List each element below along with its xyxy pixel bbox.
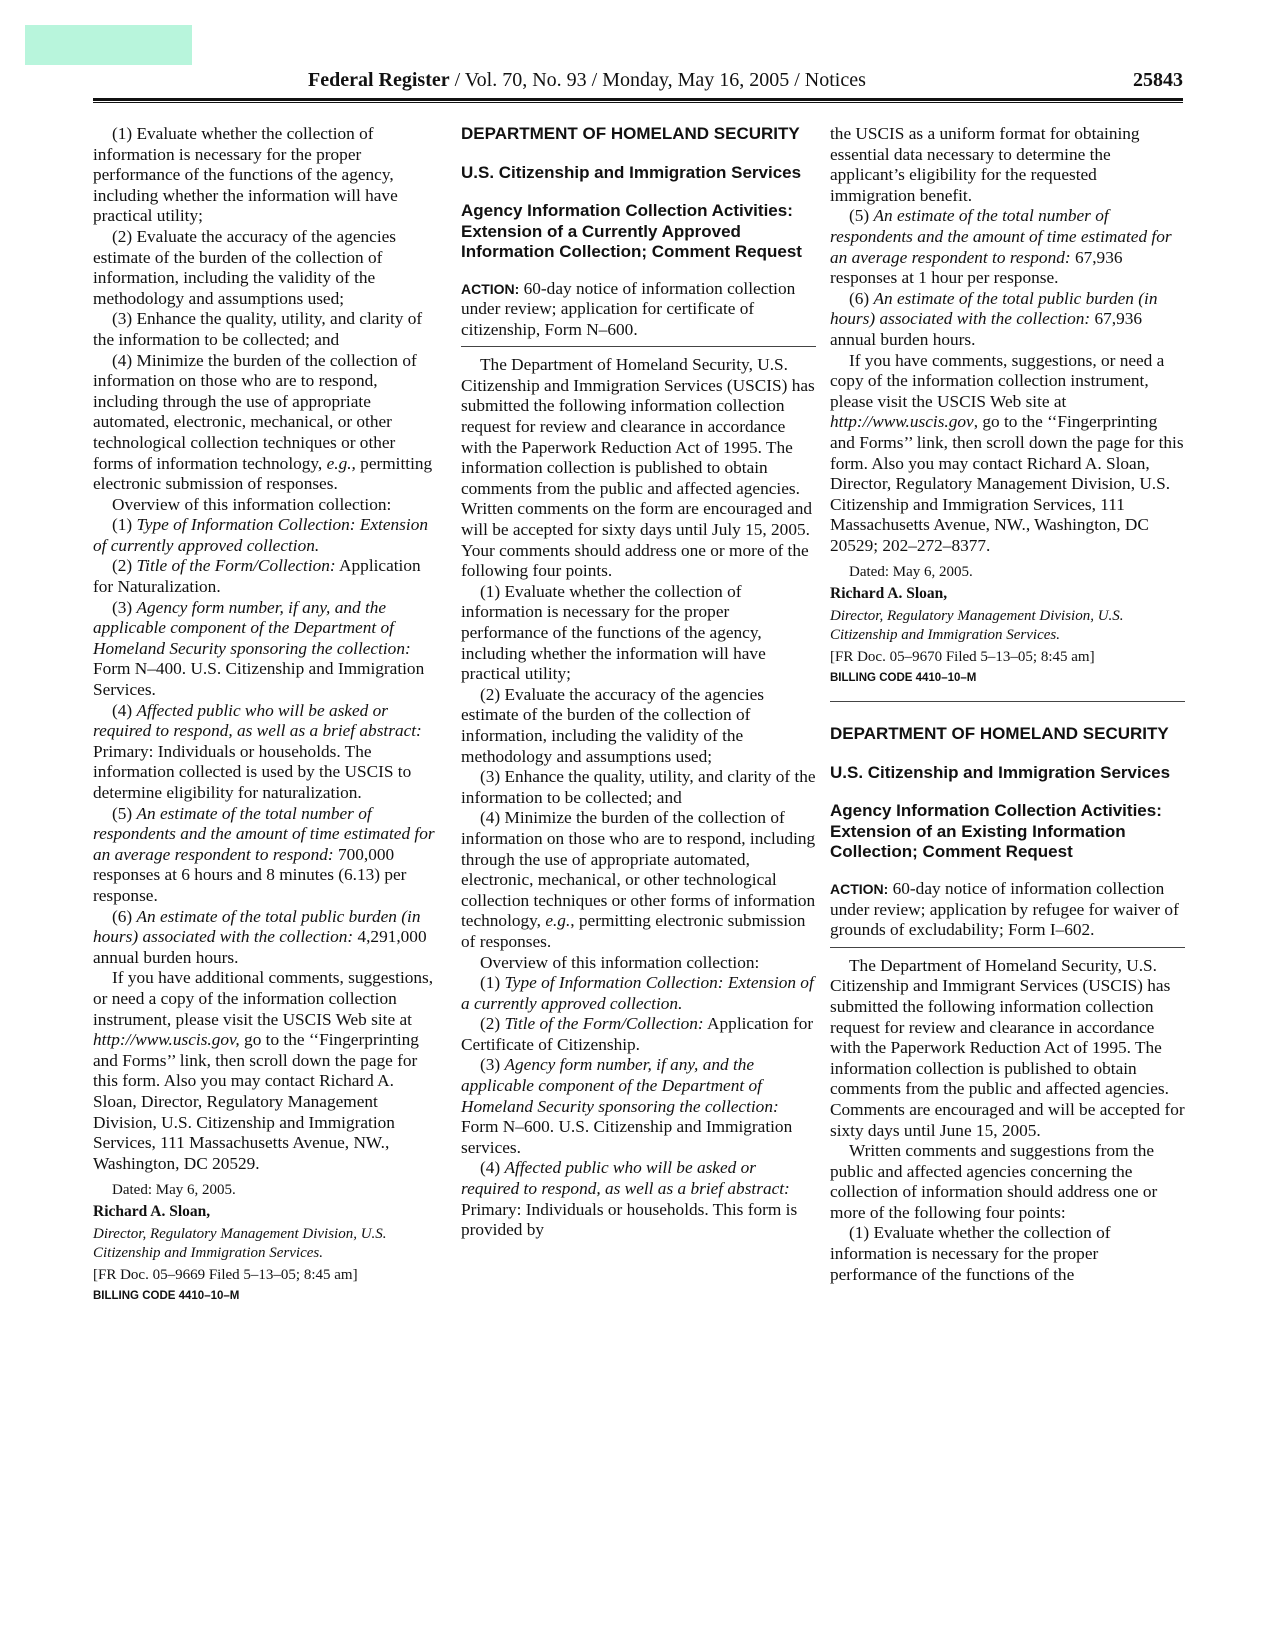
point-4: (4) Minimize the burden of the collection of information on those who are to respond, including through the use of appropriate automated, electronic, mechanical, or other technological collection techniques or other forms of information technology, e.g., permitting electronic submission of responses. bbox=[93, 350, 433, 494]
overview-heading: Overview of this information collection: bbox=[112, 494, 392, 514]
subagency-heading: U.S. Citizenship and Immigration Services bbox=[461, 162, 802, 182]
signer-title: Director, Regulatory Management Division, U.S. Citizenship and Immigration Services. bbox=[93, 1226, 387, 1262]
fr-doc-line: [FR Doc. 05–9670 Filed 5–13–05; 8:45 am] bbox=[830, 649, 1095, 666]
fr-doc-line: [FR Doc. 05–9669 Filed 5–13–05; 8:45 am] bbox=[93, 1267, 358, 1284]
dated-line: Dated: May 6, 2005. bbox=[849, 564, 973, 581]
signer-name: Richard A. Sloan, bbox=[830, 585, 948, 603]
overview-item-6: (6) An estimate of the total public burden (in hours) associated with the collection: 4,291,000 annual burden hours. bbox=[93, 906, 427, 967]
agency-heading: DEPARTMENT OF HOMELAND SECURITY bbox=[461, 124, 800, 143]
action-line: ACTION: 60-day notice of information collection under review; application by refugee for waiver of grounds of excludability; Form I–602. bbox=[830, 878, 1179, 940]
dated-line: Dated: May 6, 2005. bbox=[112, 1182, 236, 1199]
overview-item-4: (4) Affected public who will be asked or required to respond, as well as a brief abstract: Primary: Individuals or households. This form is provided by bbox=[461, 1158, 798, 1240]
signer-title: Director, Regulatory Management Division, U.S. Citizenship and Immigration Services. bbox=[830, 608, 1124, 644]
journal-title: Federal Register bbox=[308, 69, 450, 91]
point-3: (3) Enhance the quality, utility, and clarity of the information to be collected; and bbox=[461, 767, 816, 807]
point-1: (1) Evaluate whether the collection of information is necessary for the proper performance of the functions of the agency, including whether the information will have practical utility; bbox=[93, 124, 398, 226]
column-3 bbox=[830, 124, 1185, 1285]
overview-item-6: (6) An estimate of the total public burden (in hours) associated with the collection: 67,936 annual burden hours. bbox=[830, 288, 1158, 349]
billing-code: BILLING CODE 4410–10–M bbox=[830, 672, 977, 685]
section-rule bbox=[830, 947, 1185, 948]
page-header bbox=[93, 66, 1183, 96]
billing-code: BILLING CODE 4410–10–M bbox=[93, 1290, 240, 1303]
action-line: ACTION: 60-day notice of information collection under review; application for certificate of citizenship, Form N–600. bbox=[461, 278, 796, 339]
point-1: (1) Evaluate whether the collection of information is necessary for the proper performance of the functions of the agency, including whether the information will have practical utility; bbox=[461, 581, 766, 684]
highlight-mark bbox=[25, 25, 192, 65]
page-number: 25843 bbox=[1133, 69, 1183, 91]
overview-item-2: (2) Title of the Form/Collection: Application for Certificate of Citizenship. bbox=[461, 1014, 814, 1054]
uscis-link[interactable]: http://www.uscis.gov, bbox=[93, 1030, 240, 1050]
written-comments-paragraph: Written comments and suggestions from the public and affected agencies concerning the collection of information should address one or more of the following four points: bbox=[830, 1141, 1158, 1222]
running-head bbox=[308, 69, 866, 92]
point-4: (4) Minimize the burden of the collection of information on those who are to respond, including through the use of appropriate automated, electronic, mechanical, or other technological collection techniques or other forms of information technology, e.g., permitting electronic submission of responses. bbox=[461, 808, 816, 951]
overview-item-5: (5) An estimate of the total number of respondents and the amount of time estimated for an average respondent to respond: 700,000 responses at 6 hours and 8 minutes (6.13) per response. bbox=[93, 803, 435, 905]
column-2 bbox=[461, 124, 816, 1241]
subagency-heading: U.S. Citizenship and Immigration Services bbox=[830, 762, 1171, 782]
overview-item-1: (1) Type of Information Collection: Extension of a currently approved collection. bbox=[461, 973, 814, 1013]
point-2: (2) Evaluate the accuracy of the agencies estimate of the burden of the collection of information, including the validity of the methodology and assumptions used; bbox=[93, 226, 397, 308]
contact-paragraph: If you have additional comments, suggestions, or need a copy of the information collection instrument, please visit the USCIS Web site at http://www.uscis.gov, go to the ‘‘Fingerprinting and Forms’’ link, then scroll down the page for this form. Also you may contact Richard A. Sloan, Director, Regulatory Management Division, U.S. Citizenship and Immigration Services, 111 Massachusetts Avenue, NW., Washington, DC 20529. bbox=[93, 968, 434, 1173]
section-rule bbox=[461, 346, 816, 347]
point-2: (2) Evaluate the accuracy of the agencies estimate of the burden of the collection of information, including the validity of the methodology and assumptions used; bbox=[461, 684, 765, 766]
intro-paragraph: The Department of Homeland Security, U.S. Citizenship and Immigrant Services (USCIS) has submitted the following information collection request for review and clearance in accordance with the Paperwork Reduction Act of 1995. The information collection is published to obtain comments from the public and affected agencies. Comments are encouraged and will be accepted for sixty days until June 15, 2005. bbox=[830, 955, 1185, 1140]
subject-heading: Agency Information Collection Activities: Extension of a Currently Approved Information Collection; Comment Request bbox=[461, 201, 802, 261]
contact-paragraph: If you have comments, suggestions, or need a copy of the information collection instrument, please visit the USCIS Web site at http://www.uscis.gov, go to the ‘‘Fingerprinting and Forms’’ link, then scroll down the page for this form. Also you may contact Richard A. Sloan, Director, Regulatory Management Division, U.S. Citizenship and Immigration Services, 111 Massachusetts Avenue, NW., Washington, DC 20529; 202–272–8377. bbox=[830, 350, 1184, 555]
overview-item-1: (1) Type of Information Collection: Extension of currently approved collection. bbox=[93, 515, 428, 555]
agency-heading: DEPARTMENT OF HOMELAND SECURITY bbox=[830, 724, 1169, 744]
column-1 bbox=[93, 124, 438, 1305]
subject-heading: Agency Information Collection Activities: Extension of an Existing Information Collection; Comment Request bbox=[830, 801, 1162, 862]
point-1: (1) Evaluate whether the collection of information is necessary for the proper performance of the functions of the bbox=[830, 1223, 1111, 1284]
point-3: (3) Enhance the quality, utility, and clarity of the information to be collected; and bbox=[93, 309, 423, 349]
overview-heading: Overview of this information collection: bbox=[480, 952, 760, 972]
overview-item-3: (3) Agency form number, if any, and the applicable component of the Department of Homeland Security sponsoring the collection: Form N–400. U.S. Citizenship and Immigration Services. bbox=[93, 597, 425, 700]
issue-info: / Vol. 70, No. 93 / Monday, May 16, 2005 / Notices bbox=[449, 69, 866, 91]
intro-paragraph: The Department of Homeland Security, U.S. Citizenship and Immigration Services (USCIS) has submitted the following information collection request for review and clearance in accordance with the Paperwork Reduction Act of 1995. The information collection is published to obtain comments from the public and affected agencies. Written comments on the form are encouraged and will be accepted for sixty days until July 15, 2005. Your comments should address one or more of the following four points. bbox=[461, 355, 815, 581]
overview-item-4: (4) Affected public who will be asked or required to respond, as well as a brief abstract: Primary: Individuals or households. The information collected is used by the USCIS to determine eligibility for naturalization. bbox=[93, 700, 422, 802]
header-rule-thin bbox=[93, 102, 1183, 103]
overview-item-3: (3) Agency form number, if any, and the applicable component of the Department of Homeland Security sponsoring the collection: Form N–600. U.S. Citizenship and Immigration services. bbox=[461, 1055, 793, 1157]
uscis-link[interactable]: http://www.uscis.gov bbox=[830, 412, 974, 432]
notice-separator bbox=[830, 701, 1185, 702]
overview-item-5: (5) An estimate of the total number of respondents and the amount of time estimated for an average respondent to respond: 67,936 responses at 1 hour per response. bbox=[830, 206, 1172, 288]
signer-name: Richard A. Sloan, bbox=[93, 1203, 211, 1221]
header-rule bbox=[93, 98, 1183, 101]
overview-item-2: (2) Title of the Form/Collection: Application for Naturalization. bbox=[93, 556, 421, 597]
continued-paragraph: the USCIS as a uniform format for obtaining essential data necessary to determine the applicant’s eligibility for the requested immigration benefit. bbox=[830, 124, 1140, 205]
